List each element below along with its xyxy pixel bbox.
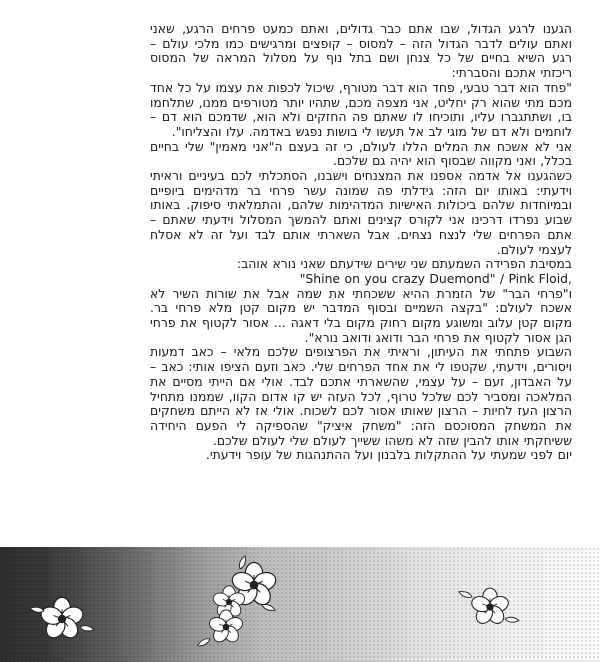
letter-text	[150, 22, 572, 463]
song-title-english: "Shine on you crazy Duemond" / Pink Floid,	[299, 270, 572, 286]
paragraph: במסיבת הפרידה השמעתם שני שירים שידעתם שאני נורא אוהב:	[236, 256, 572, 272]
flowers-illustration	[0, 547, 600, 662]
paragraph: יום לפני שמעתי על ההתקלות בלבנון ועל ההתנהגות של עופר וידעתי.	[205, 447, 572, 463]
flower-right	[458, 588, 519, 627]
paragraph: השבוע פתחתי את העיתון, וראיתי את הפרצופים שלכם מלאי – כאב דמעות ויסורים, וידעתי, שקטפו לי את אחד הפרחים שלי. כאב וזעם הציפו אותי: כאב – על האבדון, זעם – על עצמי, שהשארתי אתכם לבד. אולי אם הייתי מסיים את המלאכה ומסביר לכם שלכל טרוף, לכל העזה יש קו אדום הקוו, שממנו מתחיל הרצון העז לחיות – הרצון שאותו אסור לכם לשכוח. אולי אז לא הייתם משחקים את המשחק המסוכסם הזה: "משחק איציק" שהספיקה לי הפעם היחידה ששיחקתי אותו להבין שזה לא משהו ששייך לעולם שלי לעולם שלכם.	[150, 344, 572, 448]
flower-cluster-middle	[196, 555, 278, 647]
paragraph: אני לא אשכח את המלים הללו לעולם, כי זה בעצם ה"אני מאמין" שלי בחיים בכלל, ואני מקווה שבסוף הוא יהיה גם שלכם.	[150, 138, 572, 169]
paragraph: ו"פרחי הבר" של הזמרת ההיא ששכחתי את שמה אבל את שורות השיר לא אשכח לעולם: "בקצה השמיים ובסוף המדבר יש מקום קטן מלא פרחי בר. מקום קטן עלוב ומשוגע מקום רחוק מקום בלי דאגה ... אסור לקטוף את פרחי הגן אסור לקטוף את פרחי הבר ודואג ודואב נורא".	[150, 285, 572, 345]
paragraph: כשהגענו אל אדמה אספנו את המצנחים וישבנו, הסתכלתי לכם בעיניים וראיתי וידעתי: באותו יום הזה: גידלתי פה שמונה עשר פרחי בר מדהימים ביופיים ובמיוחדות שלהם ביכולות האישיות המדהימות שלהם, והתמלאתי סיפוק. באותו שבוע נפרדו דרכינו אני לקורס קצינים ואתם להמשך המסלול וידעתי שאתם – אתם הפרחים שלי לנצח נצחים. אבל השארתי אותם לבד ועל זה לא אסלח לעצמי לעולם.	[150, 168, 572, 257]
flower-left	[30, 597, 95, 641]
paragraph: "פחד הוא דבר טבעי, פחד הוא דבר מטורף, שיכול לכפות את עצמו על כל אחד מכם מתי שהוא רק יחליט, אני מצפה מכם, שתהיו יותר מטורפים ממנו, שתלחמו בו, ושתתגברו עליו, ותוכיחו לו שאתם פה החזקים ולא הוא, שדמכם הוא דם – לוחמים ולא דם של מוגי לב אל תעשו לי בושות נפגש באדמה. עלו והצליחו".	[150, 79, 572, 139]
flower-footer-band	[0, 547, 600, 662]
paragraph: הגענו לרגע הגדול, שבו אתם כבר גדולים, ואתם כמעט פרחים הרגע, שאני ואתם עולים לדבר הגדול הזה – למסוס – קופצים ומרגישים כמו מלכי עולם – רגע השיא בחיים של כל צנחן ושם בתל נוף על מסלול המראה של המסוס ריכזתי אתכם והסברתי:	[150, 21, 572, 81]
